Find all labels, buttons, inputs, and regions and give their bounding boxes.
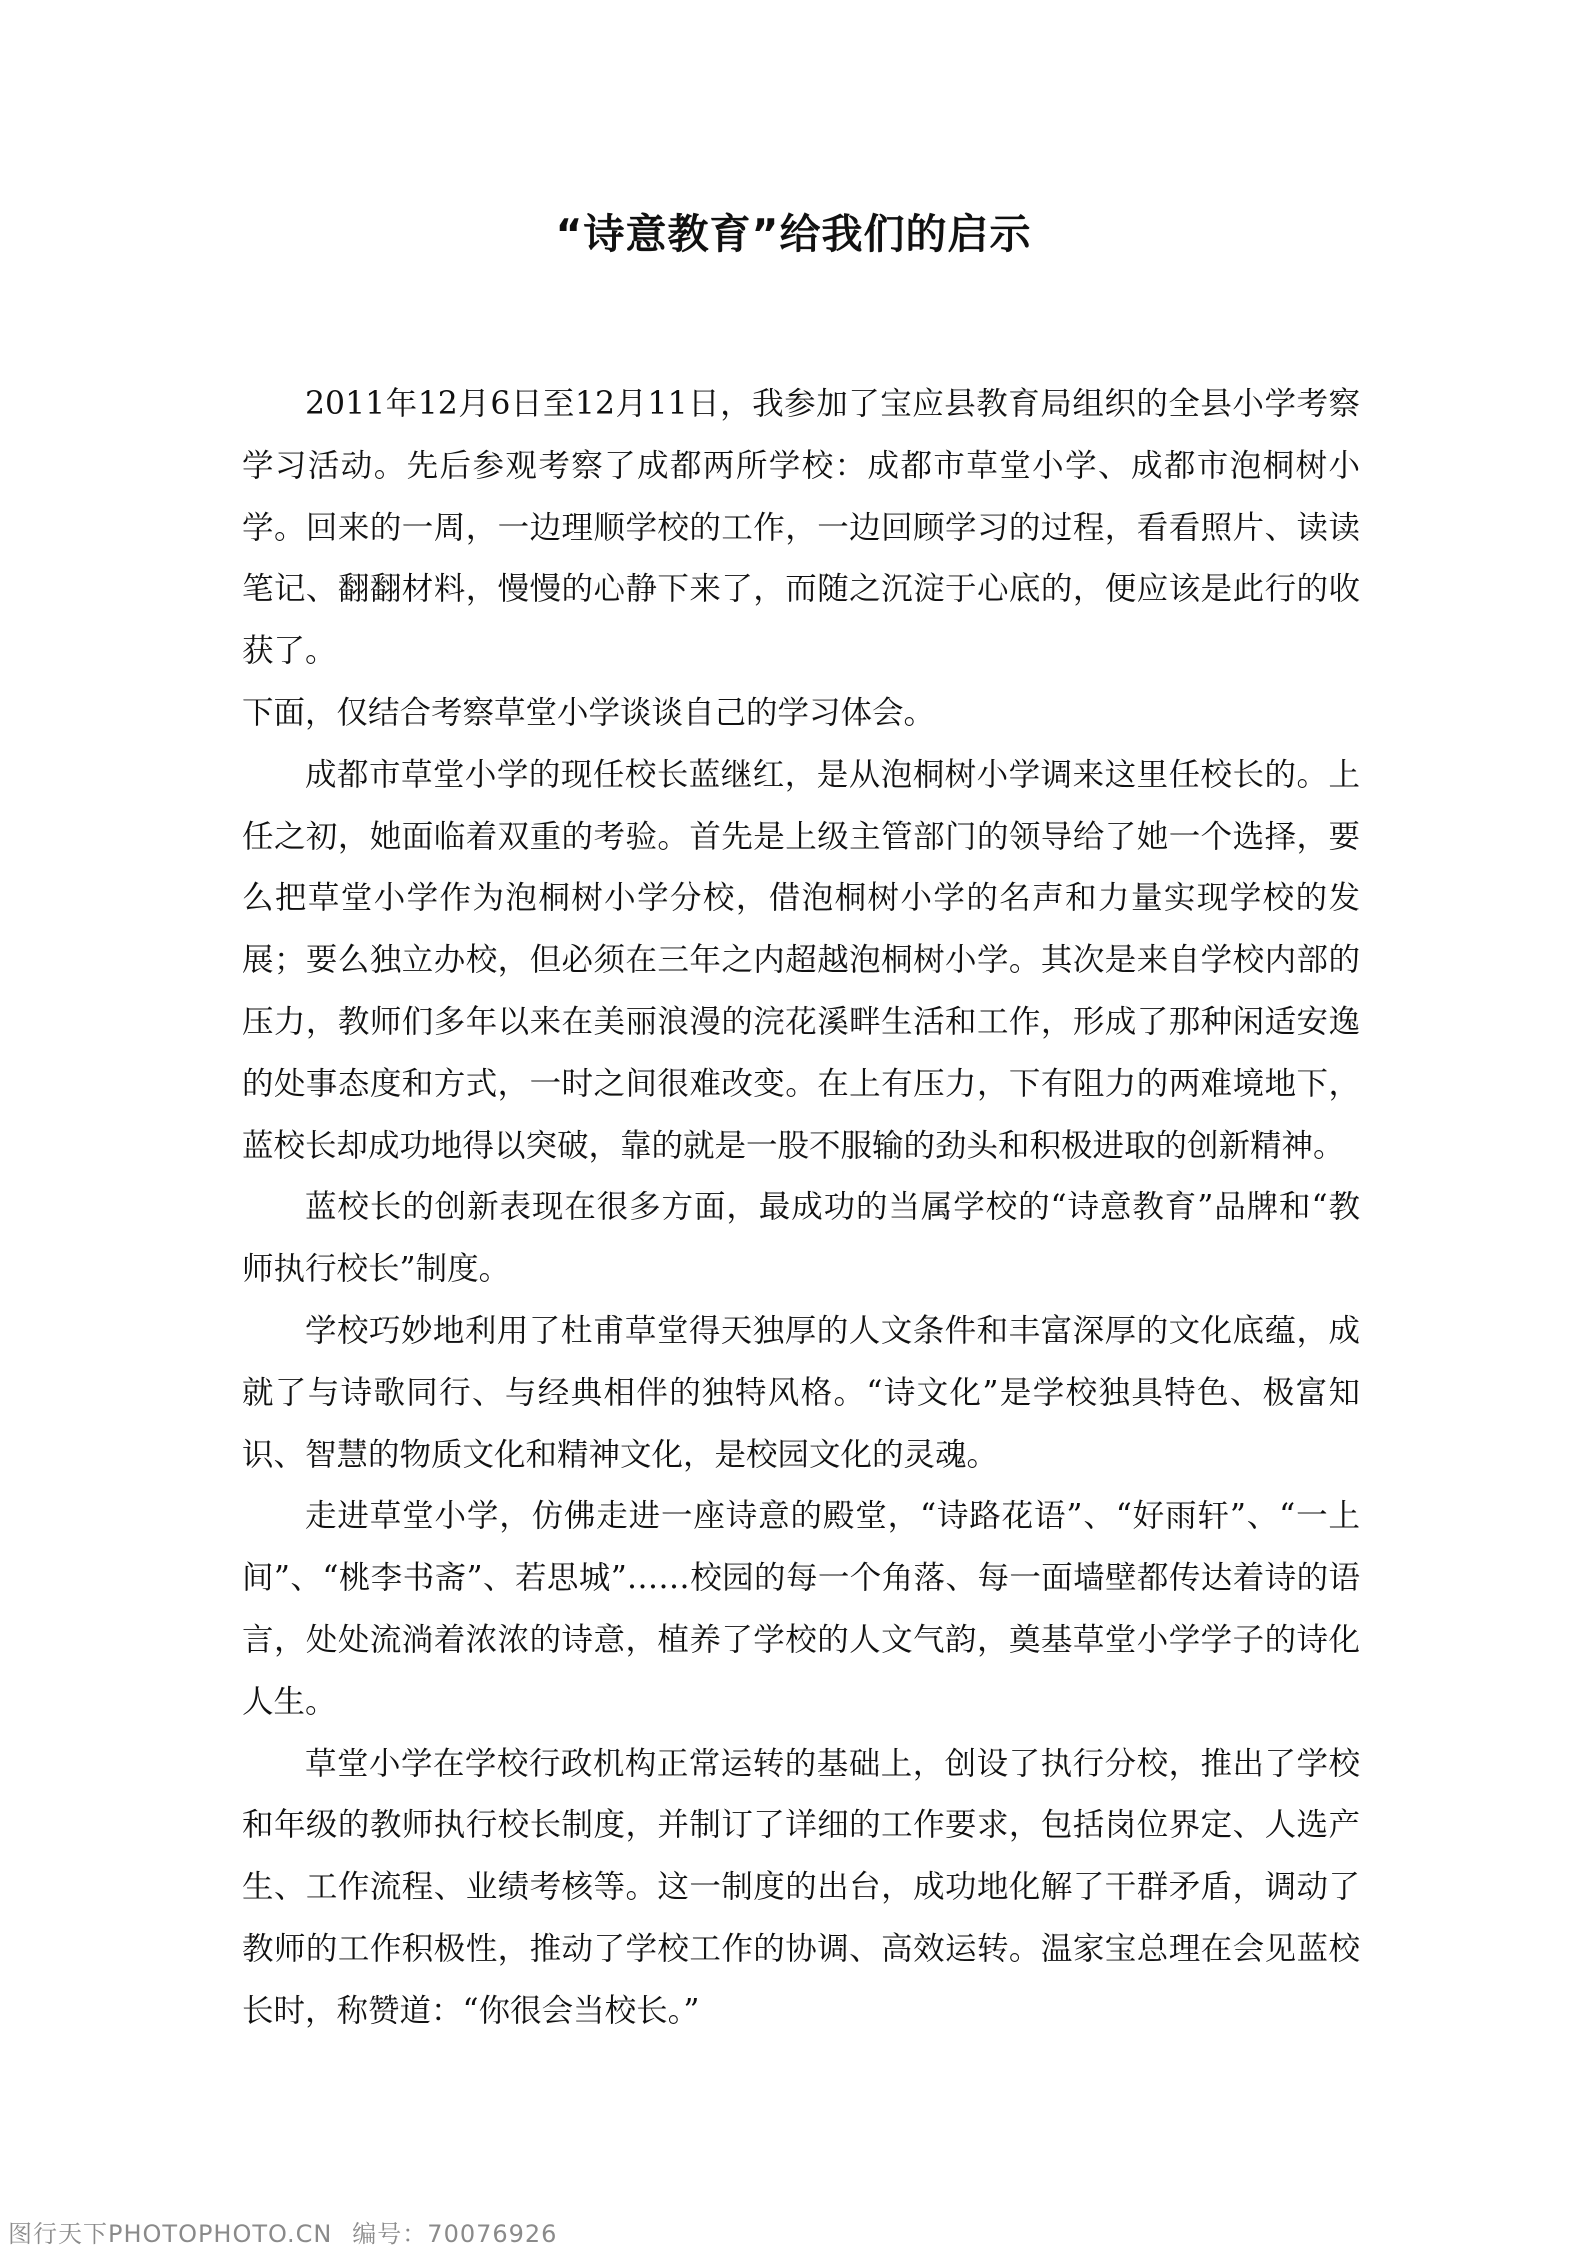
paragraph: 成都市草堂小学的现任校长蓝继红，是从泡桐树小学调来这里任校长的。上任之初，她面临着双重的考验。首先是上级主管部门的领导给了她一个选择，要么把草堂小学作为泡桐树小学分校，借泡桐树小学的名声和力量实现学校的发展；要么独立办校，但必须在三年之内超越泡桐树小学。其次是来自学校内部的压力，教师们多年以来在美丽浪漫的浣花溪畔生活和工作，形成了那种闲适安逸的处事态度和方式，一时之间很难改变。在上有压力，下有阻力的两难境地下，蓝校长却成功地得以突破，靠的就是一股不服输的劲头和积极进取的创新精神。 xyxy=(242,756,1360,1164)
document-body xyxy=(242,374,1360,2043)
document-title: “诗意教育”给我们的启示 xyxy=(555,210,1032,258)
watermark-id-label: 编号： xyxy=(352,2220,428,2248)
watermark xyxy=(8,2214,557,2249)
paragraph: 学校巧妙地利用了杜甫草堂得天独厚的人文条件和丰富深厚的文化底蕴，成就了与诗歌同行、与经典相伴的独特风格。“诗文化”是学校独具特色、极富知识、智慧的物质文化和精神文化，是校园文化的灵魂。 xyxy=(242,1312,1360,1473)
watermark-id-value: 70076926 xyxy=(427,2220,558,2248)
paragraph: 下面，仅结合考察草堂小学谈谈自己的学习体会。 xyxy=(242,694,936,731)
watermark-site: 图行天下PHOTOPHOTO.CN xyxy=(8,2220,333,2248)
paragraph: 蓝校长的创新表现在很多方面，最成功的当属学校的“诗意教育”品牌和“教师执行校长”制度。 xyxy=(242,1189,1360,1288)
paragraph: 2011年12月6日至12月11日，我参加了宝应县教育局组织的全县小学考察学习活动。先后参观考察了成都两所学校：成都市草堂小学、成都市泡桐树小学。回来的一周，一边理顺学校的工作，一边回顾学习的过程，看看照片、读读笔记、翻翻材料，慢慢的心静下来了，而随之沉淀于心底的，便应该是此行的收获了。 xyxy=(242,386,1360,670)
paragraph: 走进草堂小学，仿佛走进一座诗意的殿堂，“诗路花语”、“好雨轩”、“一上间”、“桃李书斋”、若思城”……校园的每一个角落、每一面墙壁都传达着诗的语言，处处流淌着浓浓的诗意，植养了学校的人文气韵，奠基草堂小学学子的诗化人生。 xyxy=(242,1498,1360,1720)
paragraph: 草堂小学在学校行政机构正常运转的基础上，创设了执行分校，推出了学校和年级的教师执行校长制度，并制订了详细的工作要求，包括岗位界定、人选产生、工作流程、业绩考核等。这一制度的出台，成功地化解了干群矛盾，调动了教师的工作积极性，推动了学校工作的协调、高效运转。温家宝总理在会见蓝校长时，称赞道：“你很会当校长。” xyxy=(242,1745,1360,2029)
